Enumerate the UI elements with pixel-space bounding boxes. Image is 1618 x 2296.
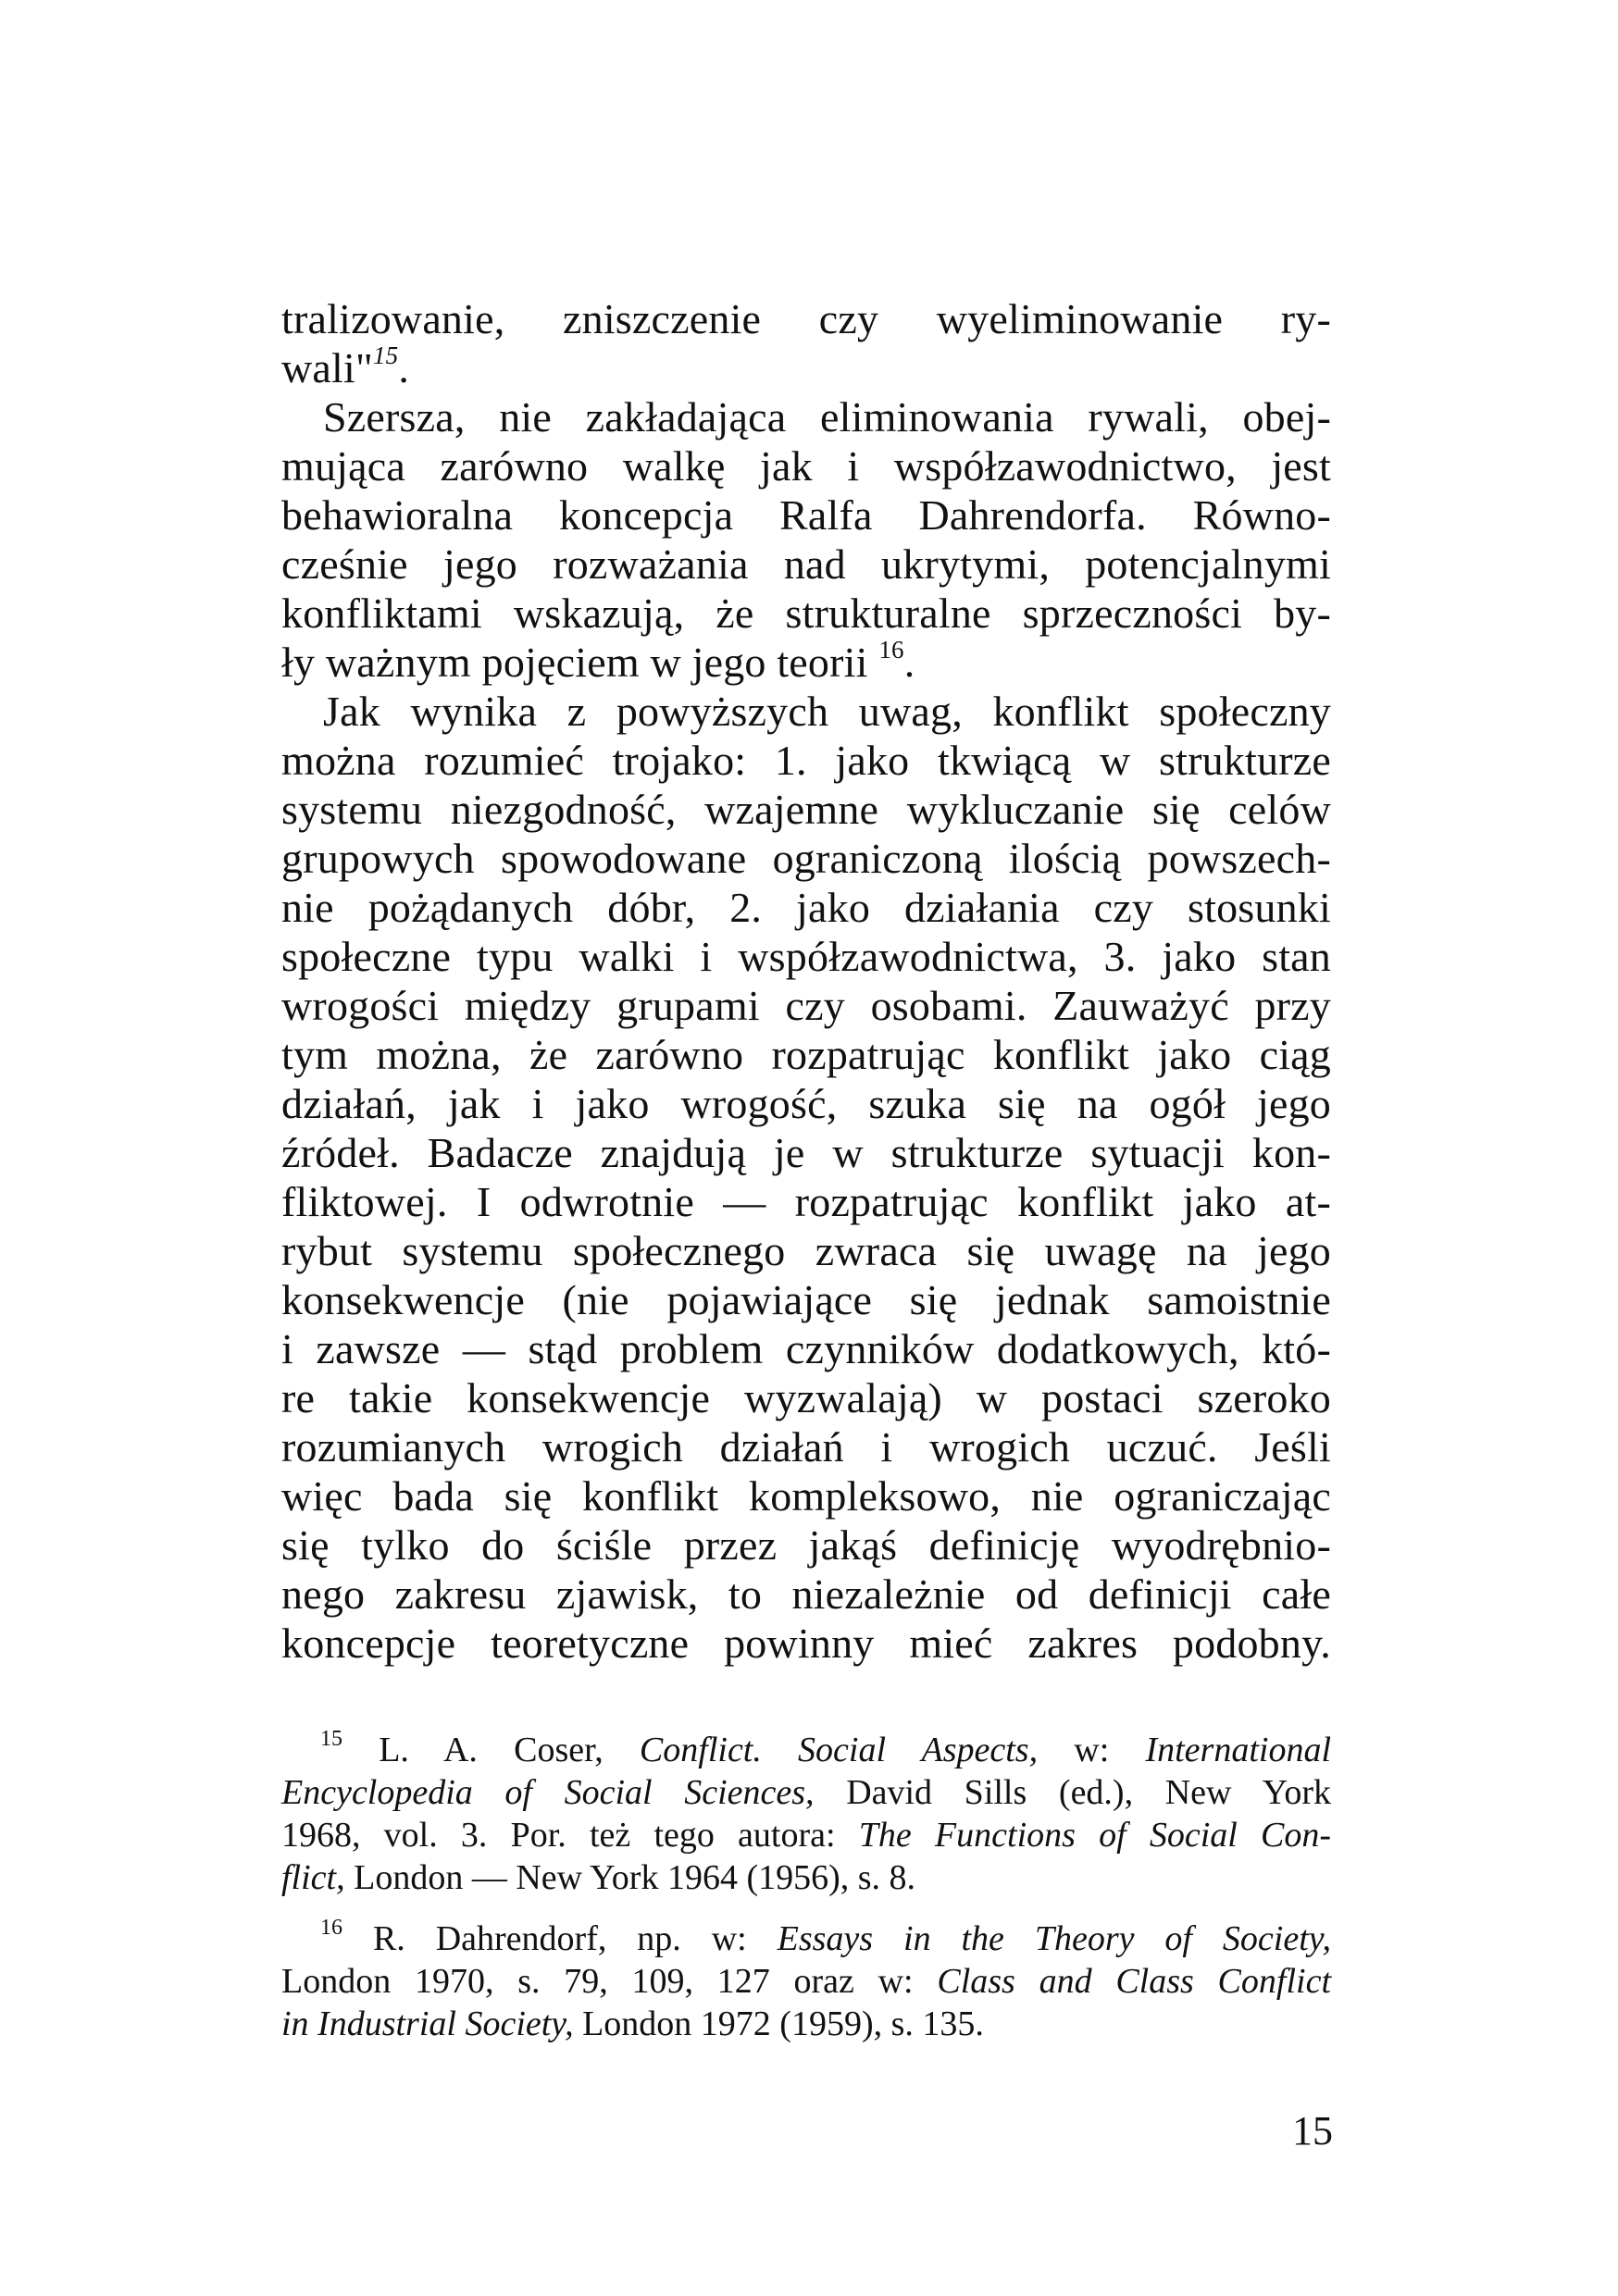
text-line: źródeł. Badacze znajdują je w strukturze sytuacji kon- (281, 1129, 1331, 1176)
text-line: fliktowej. I odwrotnie — rozpatrując konflikt jako at- (281, 1178, 1331, 1225)
footnote-line: 1968, vol. 3. Por. też tego autora: The Functions of Social Con- (281, 1816, 1331, 1855)
footnote-16 (281, 1917, 1331, 2045)
footnote-number: 16 (320, 1916, 342, 1940)
footnote-line: Encyclopedia of Social Sciences, David Sills (ed.), New York (281, 1773, 1331, 1812)
text-line: re takie konsekwencje wyzwalają) w postaci szeroko (281, 1374, 1331, 1421)
text-line: mująca zarówno walkę jak i współzawodnictwo, jest (281, 442, 1331, 490)
footnote-ref-16: 16 (878, 636, 904, 664)
text-line: rybut systemu społecznego zwraca się uwagę na jego (281, 1227, 1331, 1274)
page-number: 15 (1292, 2108, 1333, 2153)
text-line: grupowych spowodowane ograniczoną ilością powszech- (281, 835, 1331, 882)
footnote-number: 15 (320, 1727, 342, 1751)
text-line: Jak wynika z powyższych uwag, konflikt społeczny (323, 688, 1331, 735)
text-line: nie pożądanych dóbr, 2. jako działania czy stosunki (281, 884, 1331, 931)
text-line: można rozumieć trojako: 1. jako tkwiącą w strukturze (281, 737, 1331, 784)
footnote-ref-15: 15 (372, 341, 399, 369)
text-line: koncepcje teoretyczne powinny mieć zakres podobny. (281, 1620, 1331, 1667)
footnote-line: $^{16}$ R. Dahrendorf, np. w: Essays in the Theory of Society, (320, 1916, 1332, 1958)
text-line: tralizowanie, zniszczenie czy wyeliminowanie ry- (281, 295, 1331, 342)
text-line: systemu niezgodność, wzajemne wykluczanie się celów (281, 786, 1331, 833)
main-text (281, 294, 1331, 1668)
text-line: nego zakresu zjawisk, to niezależnie od definicji całe (281, 1570, 1331, 1618)
text-line: więc bada się konflikt kompleksowo, nie ograniczając (281, 1472, 1331, 1520)
footnote-line: London 1970, s. 79, 109, 127 oraz w: Class and Class Conflict (281, 1962, 1331, 2001)
footnotes (281, 1729, 1331, 2045)
text-line: i zawsze — stąd problem czynników dodatkowych, któ- (281, 1325, 1331, 1372)
footnote-line: flict, London — New York 1964 (1956), s. 8. (281, 1858, 916, 1897)
footnote-15 (281, 1729, 1331, 1899)
footnote-line: $^{15}$ L. A. Coser, Conflict. Social Aspects, w: International (320, 1727, 1332, 1769)
text-line: wali"$^{15}$. (281, 341, 410, 391)
text-line: rozumianych wrogich działań i wrogich uczuć. Jeśli (281, 1423, 1331, 1471)
text-line: cześnie jego rozważania nad ukrytymi, potencjalnymi (281, 540, 1331, 588)
text-line: działań, jak i jako wrogość, szuka się na ogół jego (281, 1080, 1331, 1127)
text-line: społeczne typu walki i współzawodnictwa, 3. jako stan (281, 933, 1331, 980)
text-line: behawioralna koncepcja Ralfa Dahrendorfa. Równo- (281, 491, 1331, 539)
text-line: konsekwencje (nie pojawiające się jednak samoistnie (281, 1276, 1331, 1323)
text-line: Szersza, nie zakładająca eliminowania rywali, obej- (323, 393, 1331, 441)
text-line: tym można, że zarówno rozpatrując konflikt jako ciąg (281, 1031, 1331, 1078)
text-line: ły ważnym pojęciem w jego teorii $^{16}$. (281, 636, 915, 686)
text-line: konfliktami wskazują, że strukturalne sprzeczności by- (281, 590, 1331, 637)
text-line: wrogości między grupami czy osobami. Zauważyć przy (281, 982, 1331, 1029)
text-line: się tylko do ściśle przez jakąś definicję wyodrębnio- (281, 1521, 1331, 1569)
footnote-line: in Industrial Society, London 1972 (1959), s. 135. (281, 2004, 984, 2043)
